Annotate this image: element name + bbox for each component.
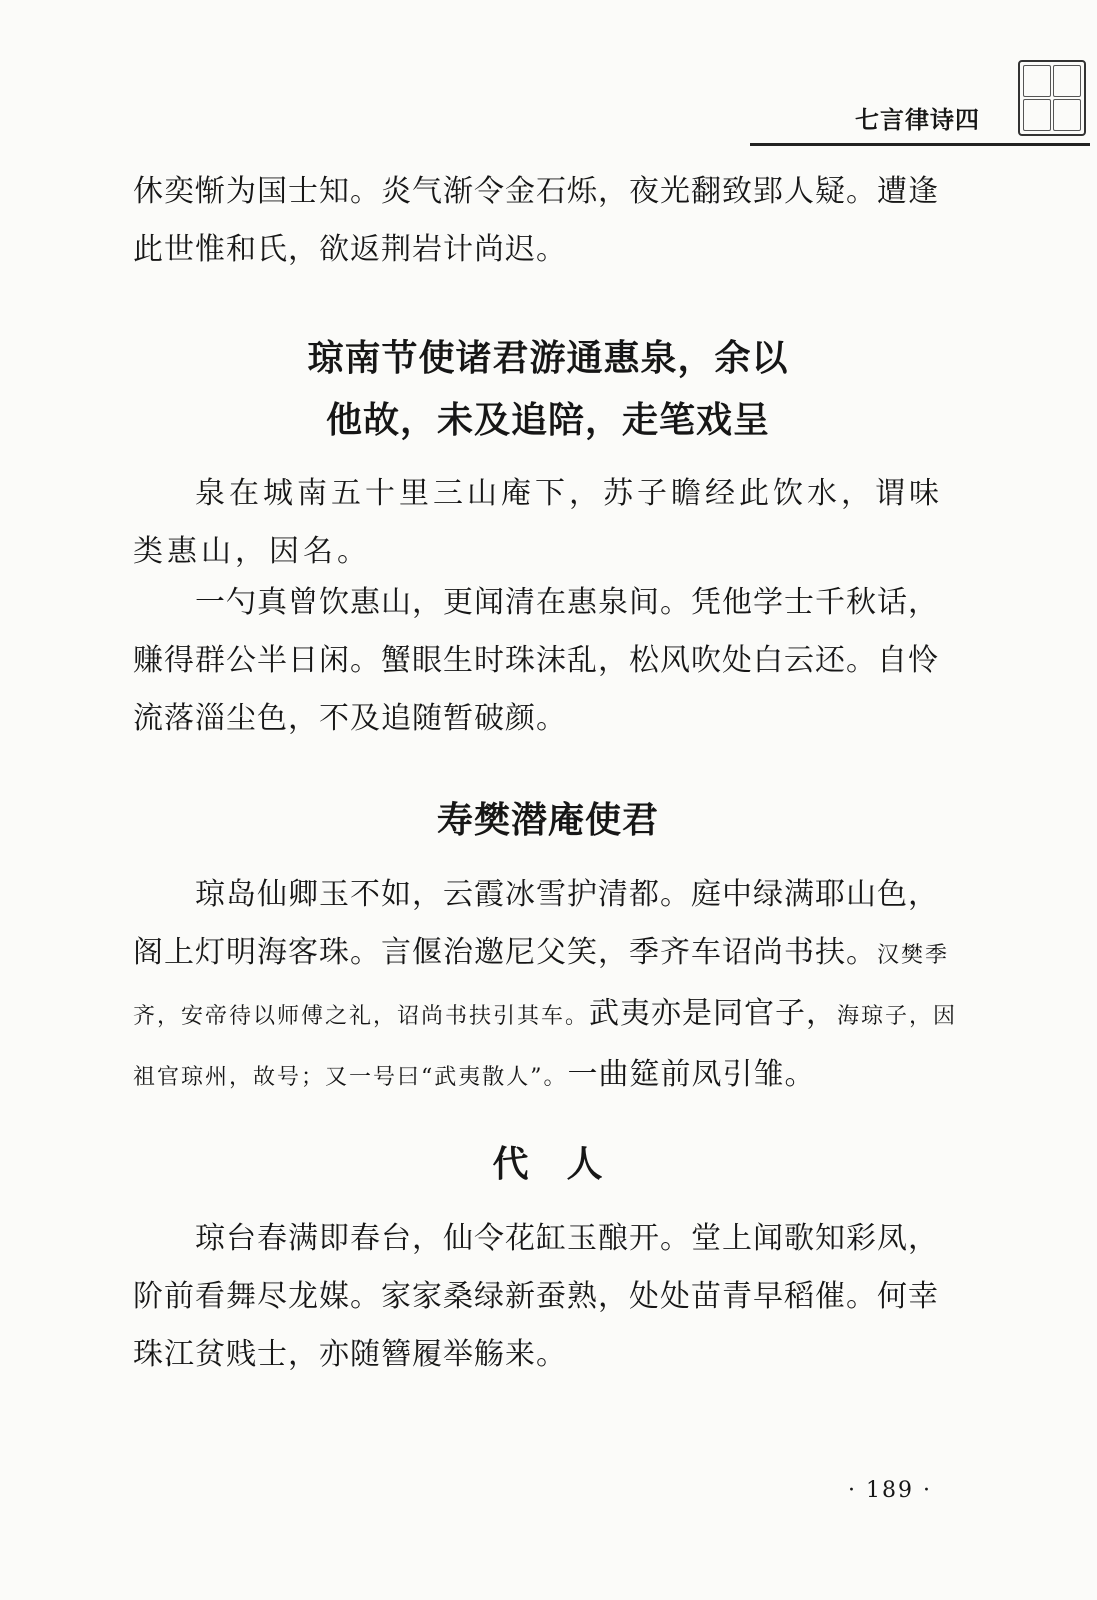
- poem-body: 一勺真曾饮惠山，更闻清在惠泉间。凭他学士千秋话，赚得群公半日闲。蟹眼生时珠沫乱，松风吹处白云还。自怜流落淄尘色，不及追随暂破颜。: [133, 585, 939, 736]
- header-rule: [750, 143, 1090, 146]
- poem-text: 琼岛仙卿玉不如，云霞冰雪护清都。庭中绿满耶山色，阁上灯明海客珠。言偃治邀尼父笑，季齐车诏尚书扶。: [133, 877, 939, 970]
- running-header-title: 七言律诗四: [855, 105, 980, 134]
- poem-body: [133, 866, 963, 1107]
- poem-text: 一曲筵前凤引雏。: [567, 1057, 816, 1092]
- poem-preface: 泉在城南五十里三山庵下，苏子瞻经此饮水，谓味类惠山，因名。: [133, 476, 943, 569]
- poem-title: 寿樊潜庵使君: [436, 799, 659, 841]
- annotation-note: 汉樊季齐，安帝待以师傅之礼，诏尚书扶引其车。: [133, 943, 950, 1029]
- annotation-note: 海琼子，因祖官琼州，故号；又一号曰“武夷散人”。: [133, 1004, 958, 1090]
- poem-title: 代 人: [492, 1143, 604, 1185]
- continuation-paragraph: 休奕惭为国士知。炎气渐令金石烁，夜光翻致郢人疑。遭逢此世惟和氏，欲返荆岩计尚迟。: [133, 174, 939, 267]
- poem-title-line: 他故，未及追陪，走笔戏呈: [325, 399, 770, 441]
- poem-title-line: 琼南节使诸君游通惠泉，余以: [307, 337, 789, 379]
- page-number: · 189 ·: [848, 1478, 932, 1503]
- poem-body: 琼台春满即春台，仙令花缸玉酿开。堂上闻歌知彩凤，阶前看舞尽龙媒。家家桑绿新蚕熟，处处苗青早稻催。何幸珠江贫贱士，亦随簪履举觞来。: [133, 1221, 939, 1372]
- poem-text: 武夷亦是同官子，: [589, 996, 838, 1031]
- seal-stamp-icon: [1018, 60, 1086, 136]
